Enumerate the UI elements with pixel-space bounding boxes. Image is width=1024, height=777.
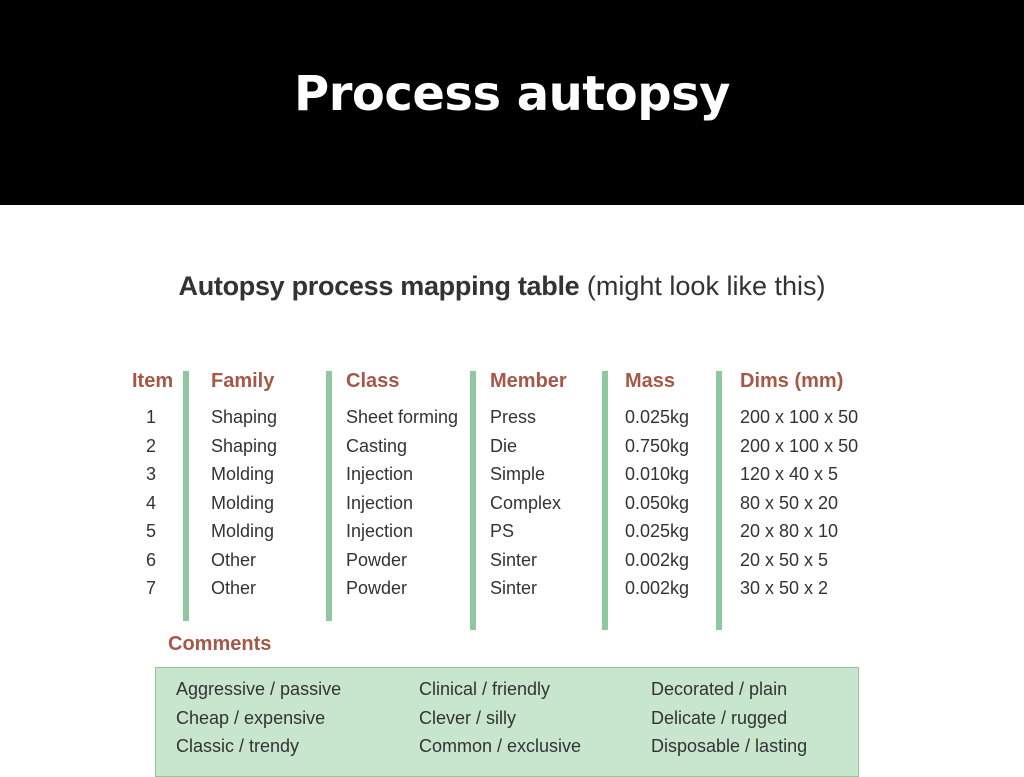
cell-mass: 0.025kg: [625, 407, 690, 427]
cell-member: Simple: [490, 464, 546, 484]
cell-class: Injection: [346, 521, 414, 541]
column-divider: [716, 371, 722, 630]
cell-family: Molding: [211, 464, 275, 484]
cell-dims: 200 x 100 x 50: [740, 435, 859, 456]
cell-item: 2: [146, 435, 157, 456]
table-title-note: (might look like this): [586, 271, 826, 301]
comment-item: Classic / trendy: [176, 736, 300, 756]
cell-family: Molding: [211, 521, 275, 541]
cell-dims: 20 x 80 x 10: [740, 521, 839, 541]
header-mass: Mass: [625, 370, 676, 392]
table-title-main: Autopsy process mapping table: [178, 271, 580, 301]
cell-family: Molding: [211, 492, 275, 513]
cell-item: 5: [146, 521, 157, 541]
cell-item: 6: [146, 549, 157, 570]
cell-family: Shaping: [211, 435, 278, 456]
cell-class: Powder: [346, 578, 408, 598]
cell-class: Casting: [346, 435, 408, 456]
cell-dims: 120 x 40 x 5: [740, 464, 839, 484]
header-family: Family: [211, 370, 275, 392]
cell-class: Injection: [346, 464, 414, 484]
cell-dims: 20 x 50 x 5: [740, 549, 829, 570]
comments-label: Comments: [168, 633, 272, 655]
cell-member: PS: [490, 521, 515, 541]
comment-item: Common / exclusive: [419, 736, 582, 756]
comment-item: Delicate / rugged: [651, 707, 788, 728]
comment-item: Cheap / expensive: [176, 707, 326, 728]
cell-class: Powder: [346, 549, 408, 570]
cell-item: 7: [146, 578, 157, 598]
cell-item: 1: [146, 407, 157, 427]
cell-dims: 80 x 50 x 20: [740, 492, 839, 513]
header-item: Item: [132, 370, 174, 392]
comments-box: [155, 667, 859, 777]
cell-family: Shaping: [211, 407, 278, 427]
cell-member: Press: [490, 407, 537, 427]
comment-item: Clinical / friendly: [419, 679, 551, 699]
cell-item: 3: [146, 464, 157, 484]
cell-mass: 0.002kg: [625, 578, 690, 598]
header-member: Member: [490, 370, 567, 392]
cell-mass: 0.002kg: [625, 549, 690, 570]
cell-mass: 0.050kg: [625, 492, 690, 513]
header-class: Class: [346, 370, 400, 392]
cell-class: Injection: [346, 492, 414, 513]
column-divider: [326, 371, 332, 621]
cell-dims: 200 x 100 x 50: [740, 407, 859, 427]
cell-mass: 0.750kg: [625, 435, 690, 456]
comment-item: Clever / silly: [419, 707, 517, 728]
header-dims: Dims (mm): [740, 370, 844, 392]
cell-item: 4: [146, 492, 157, 513]
column-divider: [183, 371, 189, 621]
cell-family: Other: [211, 578, 257, 598]
slide-title: Process autopsy: [294, 66, 730, 122]
cell-member: Sinter: [490, 578, 538, 598]
cell-class: Sheet forming: [346, 407, 459, 427]
cell-family: Other: [211, 549, 257, 570]
cell-member: Sinter: [490, 549, 538, 570]
comment-item: Aggressive / passive: [176, 679, 342, 699]
table-title: [0, 271, 1004, 302]
column-divider: [470, 371, 476, 630]
cell-mass: 0.010kg: [625, 464, 690, 484]
cell-mass: 0.025kg: [625, 521, 690, 541]
cell-member: Die: [490, 435, 518, 456]
cell-member: Complex: [490, 492, 562, 513]
comment-item: Disposable / lasting: [651, 736, 808, 756]
column-divider: [602, 371, 608, 630]
cell-dims: 30 x 50 x 2: [740, 578, 829, 598]
comment-item: Decorated / plain: [651, 679, 788, 699]
